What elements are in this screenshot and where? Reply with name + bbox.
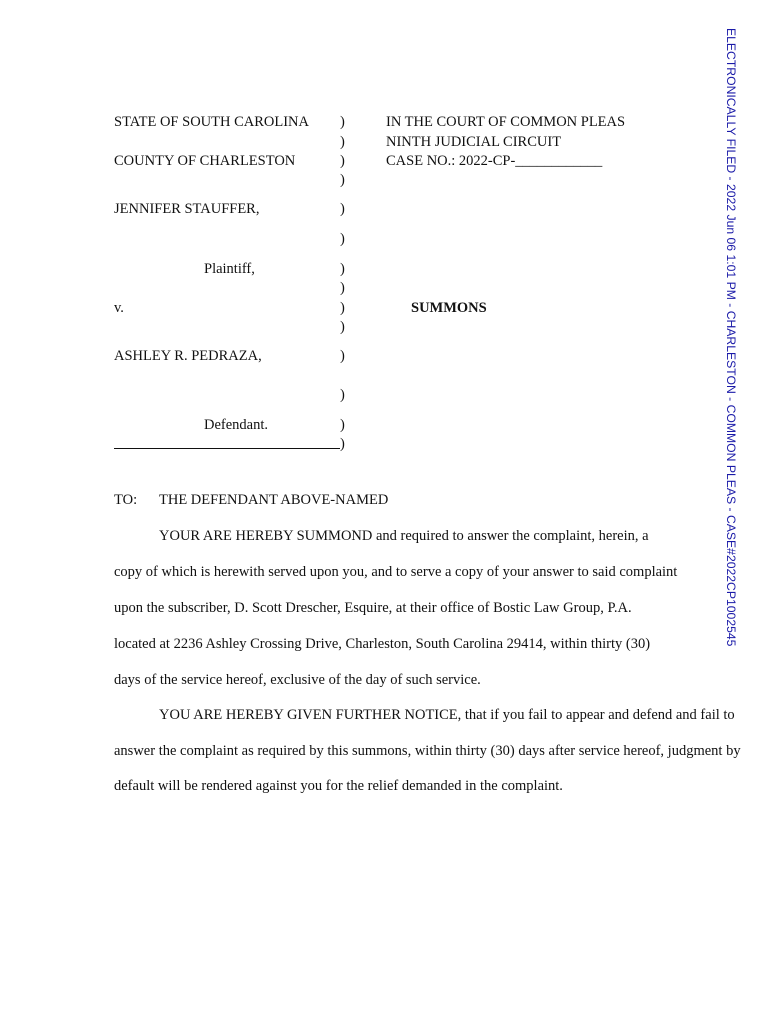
caption-paren: ) — [340, 348, 345, 364]
notice-paragraph-line: answer the complaint as required by this summons, within thirty (30) days after service hereof, judgment by — [114, 743, 741, 759]
caption-paren: ) — [340, 436, 345, 452]
caption-paren: ) — [340, 134, 345, 150]
electronic-filing-stamp: ELECTRONICALLY FILED - 2022 Jun 06 1:01 PM - CHARLESTON - COMMON PLEAS - CASE#2022CP1002545 — [724, 28, 738, 647]
case-number: CASE NO.: 2022-CP-____________ — [386, 153, 603, 169]
caption-paren: ) — [340, 153, 345, 169]
county-name: COUNTY OF CHARLESTON — [114, 153, 296, 169]
caption-paren: ) — [340, 417, 345, 433]
caption-paren: ) — [340, 231, 345, 247]
caption-paren: ) — [340, 172, 345, 188]
caption-paren: ) — [340, 114, 345, 130]
state-name: STATE OF SOUTH CAROLINA — [114, 114, 309, 130]
summons-paragraph-line: located at 2236 Ashley Crossing Drive, Charleston, South Carolina 29414, within thirty (30) — [114, 636, 651, 652]
judicial-circuit: NINTH JUDICIAL CIRCUIT — [386, 134, 562, 150]
defendant-role: Defendant. — [204, 417, 269, 433]
caption-paren: ) — [340, 387, 345, 403]
notice-paragraph-line: default will be rendered against you for the relief demanded in the complaint. — [114, 778, 563, 794]
to-recipient: THE DEFENDANT ABOVE-NAMED — [159, 492, 389, 508]
caption-paren: ) — [340, 300, 345, 316]
court-name: IN THE COURT OF COMMON PLEAS — [386, 114, 626, 130]
caption-paren: ) — [340, 201, 345, 217]
summons-paragraph-line: days of the service hereof, exclusive of the day of such service. — [114, 672, 481, 688]
summons-paragraph-line: copy of which is herewith served upon you, and to serve a copy of your answer to said complaint — [114, 564, 678, 580]
defendant-name: ASHLEY R. PEDRAZA, — [114, 348, 262, 364]
plaintiff-role: Plaintiff, — [204, 261, 255, 277]
caption-paren: ) — [340, 261, 345, 277]
plaintiff-name: JENNIFER STAUFFER, — [114, 201, 260, 217]
caption-paren: ) — [340, 280, 345, 296]
summons-paragraph-line: YOUR ARE HEREBY SUMMOND and required to answer the complaint, herein, a — [159, 528, 649, 544]
caption-paren: ) — [340, 319, 345, 335]
to-label: TO: — [114, 492, 138, 508]
document-title: SUMMONS — [411, 300, 487, 316]
versus-label: v. — [114, 300, 124, 316]
summons-paragraph-line: upon the subscriber, D. Scott Drescher, Esquire, at their office of Bostic Law Group, P.A. — [114, 600, 632, 616]
caption-underline — [114, 448, 340, 449]
notice-paragraph-line: YOU ARE HEREBY GIVEN FURTHER NOTICE, that if you fail to appear and defend and fail to — [159, 707, 735, 723]
